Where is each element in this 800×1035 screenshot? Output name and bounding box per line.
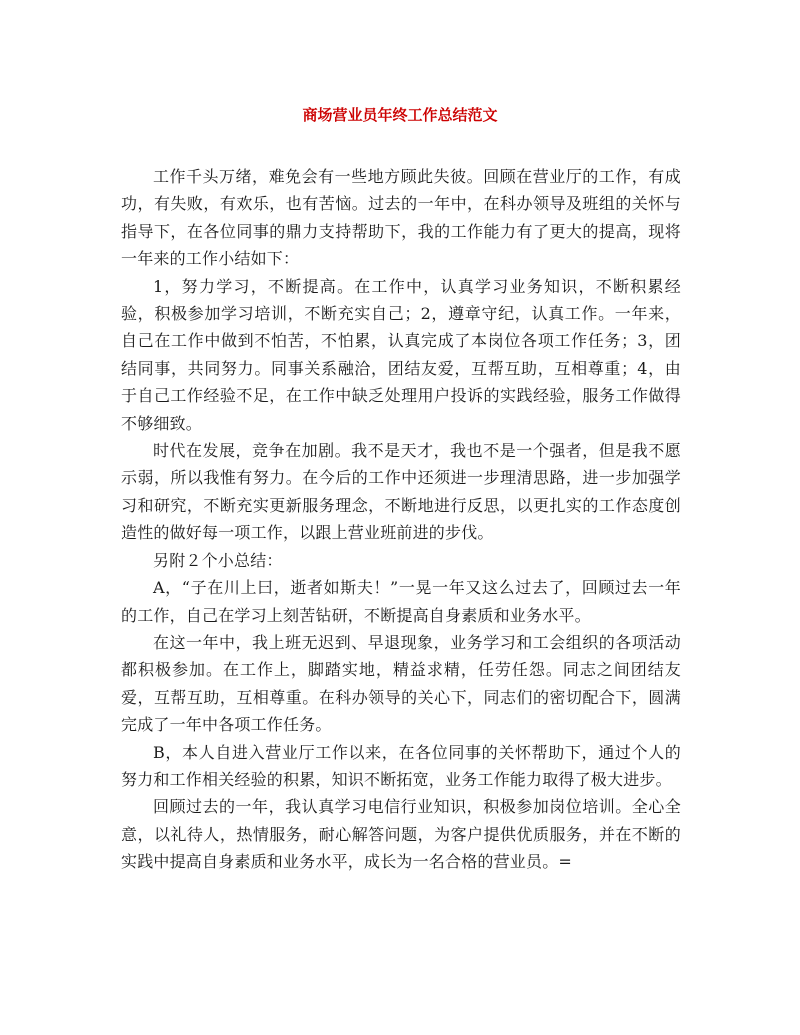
paragraph-summary-points: 1，努力学习，不断提高。在工作中，认真学习业务知识，不断积累经验，积极参加学习培训，不断充实自己；2，遵章守纪，认真工作。一年来，自己在工作中做到不怕苦，不怕累，认真完成了本岗位各项工作任务；3，团结同事，共同努力。同事关系融洽，团结友爱，互帮互助，互相尊重；4，由于自己工作经验不足，在工作中缺乏处理用户投诉的实践经验，服务工作做得不够细致。	[121, 276, 681, 433]
paragraph-summary-b-detail: 回顾过去的一年，我认真学习电信行业知识，积极参加岗位培训。全心全意，以礼待人，热情服务，耐心解答问题，为客户提供优质服务，并在不断的实践中提高自身素质和业务水平，成长为一名合格的营业员。=	[121, 797, 681, 872]
document-title: 商场营业员年终工作总结范文	[302, 106, 498, 124]
paragraph-appendix-heading: 另附２个小总结：	[153, 550, 283, 570]
paragraph-summary-a-detail: 在这一年中，我上班无迟到、早退现象，业务学习和工会组织的各项活动都积极参加。在工作上，脚踏实地，精益求精，任劳任怨。同志之间团结友爱，互帮互助，互相尊重。在科办领导的关心下，同志们的密切配合下，圆满完成了一年中各项工作任务。	[121, 632, 681, 735]
paragraph-summary-a: A，“子在川上曰，逝者如斯夫！”一晃一年又这么过去了，回顾过去一年的工作，自己在学习上刻苦钻研，不断提高自身素质和业务水平。	[121, 578, 681, 625]
document-body	[121, 163, 681, 876]
paragraph-outlook: 时代在发展，竞争在加剧。我不是天才，我也不是一个强者，但是我不愿示弱，所以我惟有努力。在今后的工作中还须进一步理清思路，进一步加强学习和研究，不断充实更新服务理念，不断地进行反思，以更扎实的工作态度创造性的做好每一项工作，以跟上营业班前进的步伐。	[121, 441, 681, 543]
paragraph-summary-b: B，本人自进入营业厅工作以来，在各位同事的关怀帮助下，通过个人的努力和工作相关经验的积累，知识不断拓宽，业务工作能力取得了极大进步。	[121, 742, 681, 789]
paragraph-intro: 工作千头万绪，难免会有一些地方顾此失彼。回顾在营业厅的工作，有成功，有失败，有欢乐，也有苦恼。过去的一年中，在科办领导及班组的关怀与指导下，在各位同事的鼎力支持帮助下，我的工作能力有了更大的提高，现将一年来的工作小结如下：	[121, 167, 681, 269]
